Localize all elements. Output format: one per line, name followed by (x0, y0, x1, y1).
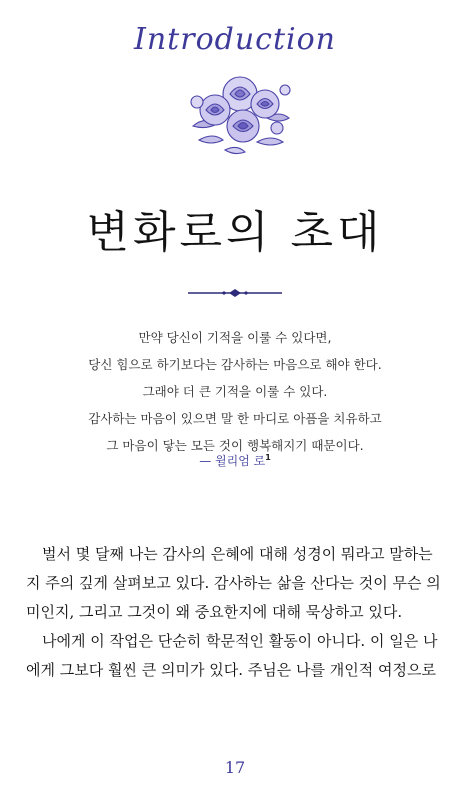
body-line: 나에게 이 작업은 단순히 학문적인 활동이 아니다. 이 일은 나 (42, 632, 438, 650)
epigraph-line: 만약 당신이 기적을 이룰 수 있다면, (138, 330, 332, 345)
chapter-title: 변화로의 초대 (86, 207, 384, 258)
footnote-marker: 1 (265, 453, 271, 462)
epigraph-line: 감사하는 마음이 있으면 말 한 마디로 아픔을 치유하고 (88, 411, 382, 426)
body-line: 지 주의 깊게 살펴보고 있다. 감사하는 삶을 산다는 것이 무슨 의 (26, 574, 441, 592)
epigraph-line: 당신 힘으로 하기보다는 감사하는 마음으로 해야 한다. (88, 357, 382, 372)
epigraph-line: 그 마음이 닿는 모든 것이 행복해지기 때문이다. (106, 438, 364, 453)
divider-ornament-icon (188, 288, 282, 298)
attribution-text: — 윌리엄 로 (199, 454, 266, 468)
rose-bouquet-icon (185, 68, 295, 160)
epigraph-attribution (0, 452, 470, 469)
body-line: 벌서 몇 달째 나는 감사의 은혜에 대해 성경이 뭐라고 말하는 (42, 545, 433, 563)
body-paragraphs (26, 540, 446, 685)
page-number: 17 (224, 758, 246, 777)
section-script-heading: Introduction (134, 22, 336, 57)
body-line: 미인지, 그리고 그것이 왜 중요한지에 대해 묵상하고 있다. (26, 603, 403, 621)
epigraph (0, 324, 470, 459)
body-line: 에게 그보다 훨씬 큰 의미가 있다. 주님은 나를 개인적 여정으로 (26, 661, 436, 679)
epigraph-line: 그래야 더 큰 기적을 이룰 수 있다. (142, 384, 328, 399)
